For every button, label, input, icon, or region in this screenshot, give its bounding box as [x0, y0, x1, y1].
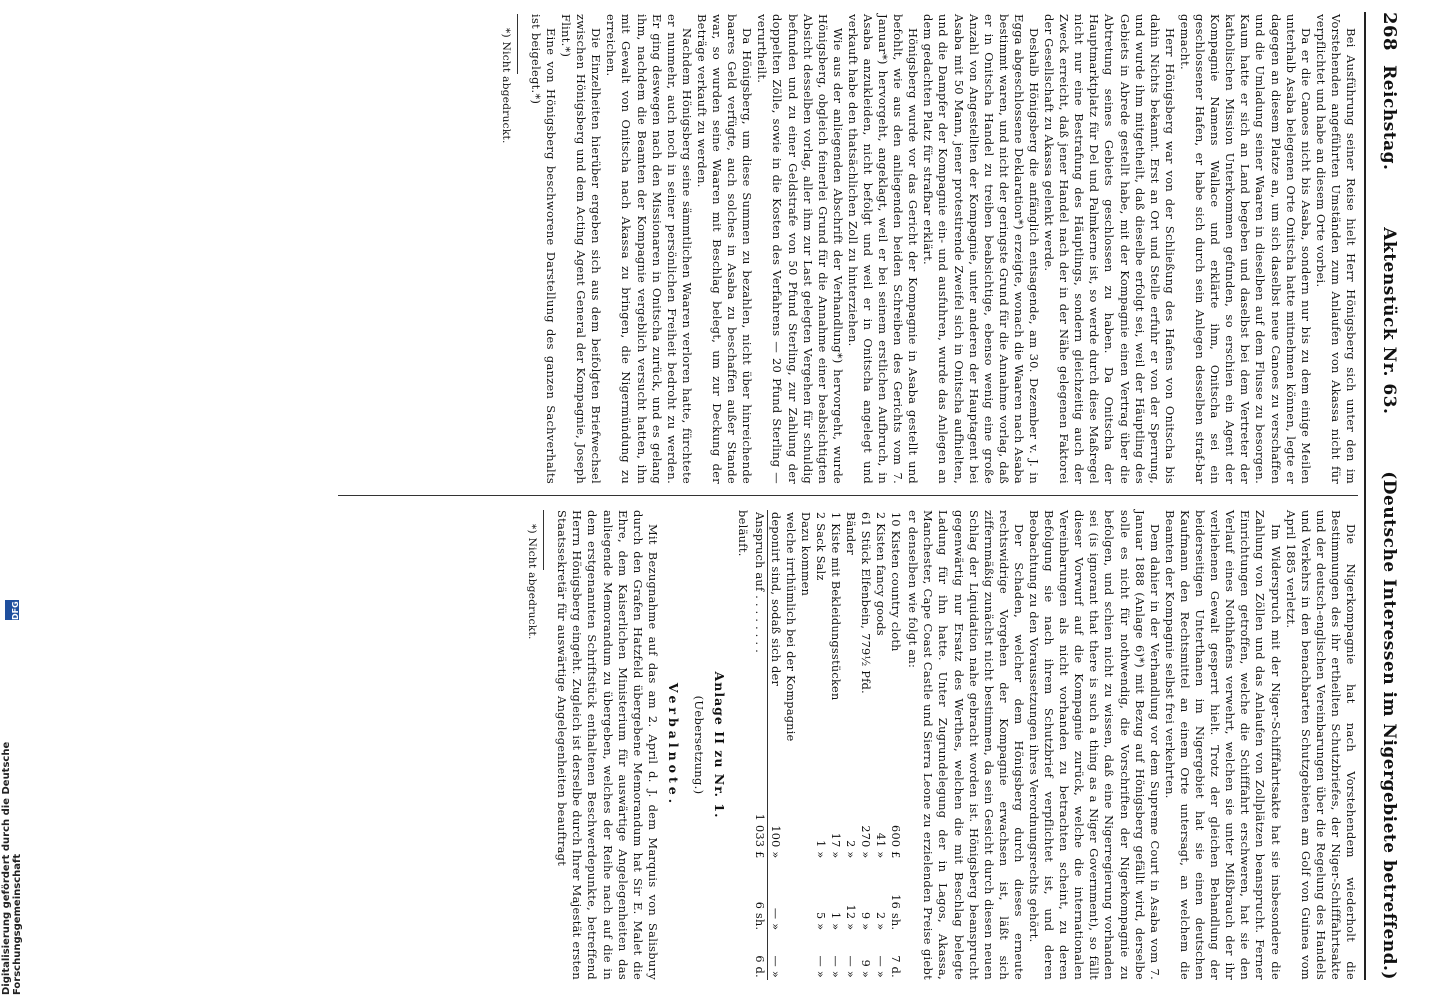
paragraph: Die Nigerkompagnie hat nach Vorstehendem wiederholt die Bestimmungen des ihr ertheilten Schutzbriefes, der Niger-Schifffahrtsakte und der deutsch-englischen Vereinbarungen über die Regelung des Handels und Verkehrs in den benachbarten Schutzgebieten am Golf von Guinea vom April 1885 verletzt.: [1283, 510, 1358, 980]
claim-table-row: [873, 510, 888, 980]
verbalnote-text: Mit Bezugnahme auf das am 2. April d. J. dem Marquis von Salisbury durch den Grafen Hatzfeld übergebene Memorandum hat Sir E. Malet die Ehre, dem Kaiserlichen Ministerium für auswärtige Angelegenheiten das anliegende Memorandum zu übergeben, welches der Reihe nach auf die in dem erstgenannten Schriftstück enthaltenen Beschwerdepunkte, betreffend Herrn Hönigsberg eingeht. Zugleich ist derselbe durch Ihrer Majestät ersten Staatssekretär für auswärtige Angelegenheiten beauftragt: [555, 510, 660, 980]
claim-item: 61 Stück Elfenbein, 779½ Pfd.: [859, 512, 873, 694]
digitization-attribution: [1, 600, 23, 995]
claim-amount: 12 »: [844, 904, 858, 931]
claim-table-row: [783, 510, 798, 980]
claim-amount: 2 »: [874, 911, 888, 931]
claim-amount: 9 »: [859, 959, 873, 978]
claim-amount: — »: [769, 955, 783, 978]
claim-amount: [798, 932, 813, 980]
paragraph: Dem dahier in der Verhandlung vor dem Supreme Court in Asaba vom 7. Januar 1888 (Anlage 6)*) mit Bezug auf Hönigsberg gefällt wird, derselbe solle es nicht für nothwendig, die Vorschriften der Nigerkompagnie zu befolgen, und schien nicht zu wissen, daß eine Nigerregierung vorhanden sei (is ignorant that there is such a thing as a Niger Government), so fällt dieser Vorwurf auf die Kompagnie zurück, welche die internationalen Vereinbarungen als nicht vorhanden zu betrachten scheint, zu deren Befolgung sie nach ihrem Schutzbrief verpflichtet ist, und deren Beobachtung zu den Voraussetzungen ihres Verordnungsrechts gehört.: [1027, 510, 1162, 980]
paragraph: Der Schaden, welcher dem Hönigsberg durch dieses erneute rechtswidrige Vorgehen der Kompagnie erwachsen ist, läßt sich ziffernmäßig zunächst nicht bestimmen, da sein Gesicht durch diesen neuen Schlag der Liquidation nahe gebracht worden ist. Hönigsberg beansprucht gegenwärtig nur Ersatz des Werthes, welchen die mit Beschlag belegte Ladung für ihn hatte. Unter Zugrundelegung der in Lagos, Akassa, Manchester, Cape Coast Castle und Sierra Leone zu erzielenden Preise giebt er denselben wie folgt an:: [906, 510, 1026, 980]
claim-item: 2 Kisten fancy goods: [874, 512, 888, 636]
claim-amount: [783, 861, 798, 933]
document-page: [10, 0, 1410, 1000]
paragraph: Hönigsberg wurde vor das Gericht der Kompagnie in Asaba gestellt und befohlt, wie aus den anliegenden beiden Schreiben des Gerichts vom 7. Januar*) hervorgeht, angeklagt, weil er bei seinem erstlichen Aufbruch, in Asaba anzukleiden, nicht befolgt und weil er in Onitscha angelegt und verkauft habe den thatsächlichen Zoll zu hinterziehen.: [845, 14, 921, 484]
header-left-title: Reichstag.: [1379, 65, 1399, 171]
claim-amount: [798, 861, 813, 933]
claim-table-row: [768, 510, 784, 980]
claim-item: deponirt sind, sodaß sich der: [769, 512, 783, 687]
paragraph: Nachdem Hönigsberg seine sämmtlichen Waaren verloren hatte, fürchtete er nunmehr, auch noch in seiner persönlichen Freiheit bedroht zu werden. Er ging deswegen nach den Missionaren in Onitscha zurück, und es gelang ihm, nachdem die Beamten der Kompagnie vergeblich versucht hatten, ihn mit Gewalt von Onitscha nach Akassa zu bringen, die Nigermündung zu erreichen.: [604, 14, 694, 484]
paragraph: Deshalb Hönigsberg die anfänglich entsagende, am 30. Dezember v. J. in Egga abgeschlossene Deklaration*) erzeigte, wonach die Waaren nach Asaba bestimmt waren, und nicht der geringste Grund für die Annahme vorlag, daß er in Onitscha Handel zu treiben beabsichtige, ebenso wenig eine große Anzahl von Angestellten der Kompagnie, unter anderen der Hauptagent bei Asaba mit 50 Mann, jener protestirende Zweifel sich in Onitscha aufhielten, und die Dampfer der Kompagnie ein- und ausfuhren, wurde das Anlegen an dem gedachten Platz für strafbar erklärt.: [921, 14, 1042, 484]
right-column: [328, 510, 1358, 980]
attribution-text: Digitalisierung gefördert durch die Deutsche Forschungsgemeinschaft: [1, 741, 23, 995]
left-column: [338, 14, 1358, 484]
claim-amount: 7 d.: [889, 955, 903, 978]
claim-amount: 2 »: [844, 840, 858, 859]
claim-table-row: [843, 510, 858, 980]
claim-item: Anspruch auf . . . . . . . .: [753, 512, 767, 654]
paragraph: Wie aus der anliegenden Abschrift der Verhandlung*) hervorgeht, wurde Hönigsberg, obgleich feinerlei Grund für die Annahme einer beabsichtigten Absicht desselben vorlag, aller ihm zur Last gelegten Vergehen für schuldig befunden und zu einer Geldstrafe von 50 Pfund Sterling, zur Zahlung der doppelten Zölle, sowie in die Kosten des Verfahrens — 20 Pfund Sterling — verurtheilt.: [755, 14, 845, 484]
paragraph: Bei Ausführung seiner Reise hielt Herr Hönigsberg sich unter den im Vorstehenden angeführten Umständen zum Anlaufen von Akassa nicht für verpflichtet und habe an diesem Orte vorbei.: [1313, 14, 1358, 484]
claim-amount: 1 »: [814, 840, 828, 859]
claim-amount: — »: [844, 955, 858, 978]
dfg-logo-icon: DFG: [5, 600, 19, 620]
annex-heading: Anlage II zu Nr. 1.: [712, 671, 728, 819]
paragraph: Da er die Canoes nicht bis Asaba, sondern nur bis zu dem einige Meilen unterhalb Asaba belegenen Orte Onitscha hatte mitnehmen können, legte er dagegen an diesem Platze an, um sich daselbst neue Canoes zu verschaffen und die Umladung seiner Waaren in dieselben auf dem Flusse zu besorgen. Kaum hatte er sich an Land begeben und daselbst bei dem Vertreter der katholischen Mission Unterkommen gefunden, so erschien ein Agent der Kompagnie Namens Wallace und erklärte ihm, Onitscha sei ein geschlossener Hafen, er habe sich durch sein Anlegen desselben straf-bar gemacht.: [1177, 14, 1313, 484]
claim-amount: 16 sh.: [889, 894, 903, 931]
claim-amount: — »: [829, 955, 843, 978]
claim-amount: 1 033 £: [753, 813, 767, 859]
claim-amount: 6 sh.: [753, 901, 767, 931]
claim-item: 1 Kiste mit Bekleidungsstücken: [829, 512, 843, 701]
header-rule: [1364, 12, 1366, 980]
header-right-title: (Deutsche Interessen im Nigergebiete betreffend.): [1379, 471, 1399, 980]
claim-amount: 6 d.: [753, 955, 767, 978]
claim-table-row: [828, 510, 843, 980]
claim-amount: 600 £: [889, 825, 903, 859]
claim-amount: — »: [769, 907, 783, 931]
claim-table-row: [752, 510, 768, 980]
claim-amount: 5 »: [814, 911, 828, 931]
claim-item: Bänder: [844, 512, 858, 556]
claim-amount: [798, 773, 813, 860]
claim-item: 10 Kisten country cloth: [889, 512, 903, 652]
paragraph: Im Widerspruch mit der Niger-Schifffahrtsakte hat sie insbesondere die Zahlung von Zöllen und das Anlaufen von Zollplätzen beansprucht. Ferner Einrichtungen getroffen, welche die Schifffahrt erschweren, hat sie den Verlauf eines Nothhafens verwehrt, welchen sie unter Mißbrauch der ihr verliehenen Gewalt gesperrt hielt. Trotz der gleichen Behandlung der beiderseitigen Unterthanen im Nigergebiet hat sie einen deutschen Kaufmann den Rechtsmittel an einem Orte untersagt, an welchem die Beamten der Kompagnie selbst frei verkehrten.: [1162, 510, 1283, 980]
footnote: *) Nicht abgedruckt.: [526, 524, 539, 640]
claim-amount: 270 »: [859, 825, 873, 859]
paragraph: Herr Hönigsberg war von der Schließung des Hafens von Onitscha bis dahin Nichts bekannt. Erst an Ort und Stelle erfuhr er von der Sperrung, und wurde ihm mitgetheilt, daß dieselbe erfolgt sei, weil der Häuptling des Gebiets in Abrede gestellt habe, mit der Kompagnie einen Vertrag über die Abtretung seines Gebiets geschlossen zu haben. Da Onitscha der Hauptmarktplatz für Del und Palmkerne ist, so werde durch diese Maßregel nicht nur eine Bestrafung des Häuptlings, sondern gleichzeitig auch der Zweck erreicht, daß jener Handel nach der in der Nähe gelegenen Faktorei der Gesellschaft zu Akassa gelenkt werde.: [1042, 14, 1177, 484]
footnote: *) Nicht abgedruckt.: [499, 28, 512, 144]
claim-table-row: [813, 510, 828, 980]
claim-amount: — »: [814, 955, 828, 978]
paragraph: Da Hönigsberg, um diese Summen zu bezahlen, nicht über hinreichende baares Geld verfügte, auch solches in Asaba zu beschaffen außer Stande war, so wurden seine Waaren mit Beschlag belegt, um zur Deckung der Beträge verkauft zu werden.: [694, 14, 755, 484]
claim-amount: [783, 932, 798, 980]
claim-amount: — »: [874, 955, 888, 978]
claim-amount: 41 »: [874, 832, 888, 859]
header-center-title: Aktenstück Nr. 63.: [1379, 227, 1399, 415]
footnote-rule: [543, 510, 544, 570]
page-number: 268: [1379, 12, 1400, 52]
claim-item: 2 Sack Salz: [814, 512, 828, 581]
annex-subheading: (Uebersetzung.): [692, 695, 706, 795]
claim-amount: 100 »: [769, 825, 783, 859]
verbalnote-heading: Verbalnote.: [665, 682, 681, 808]
claim-amount: 1 »: [829, 911, 843, 931]
claim-item: welche irrthümlich bei der Kompagnie: [784, 512, 798, 742]
claim-item: Dazu kommen: [799, 512, 813, 597]
claim-table-row: [858, 510, 873, 980]
footnote-rule: [517, 14, 518, 74]
claim-amount: 17 »: [829, 832, 843, 859]
claim-amount: [783, 773, 798, 860]
paragraph: Eine von Hönigsberg beschworene Darstellung des ganzen Sachverhalts ist beigelegt.*): [528, 14, 559, 484]
claim-table-row: [798, 510, 813, 980]
after-table-text: beläuft.: [736, 510, 751, 557]
column-divider: [338, 495, 1358, 496]
claim-table-row: [888, 510, 903, 980]
paragraph: Die Einzelheiten hierüber ergeben sich aus dem beifolgten Briefwechsel zwischen Hönigsberg und dem Acting Agent General der Kompagnie, Joseph Flint.*): [559, 14, 604, 484]
claim-amount: 9 »: [859, 911, 873, 931]
page-header: [1370, 12, 1400, 980]
claim-table: [752, 510, 903, 980]
